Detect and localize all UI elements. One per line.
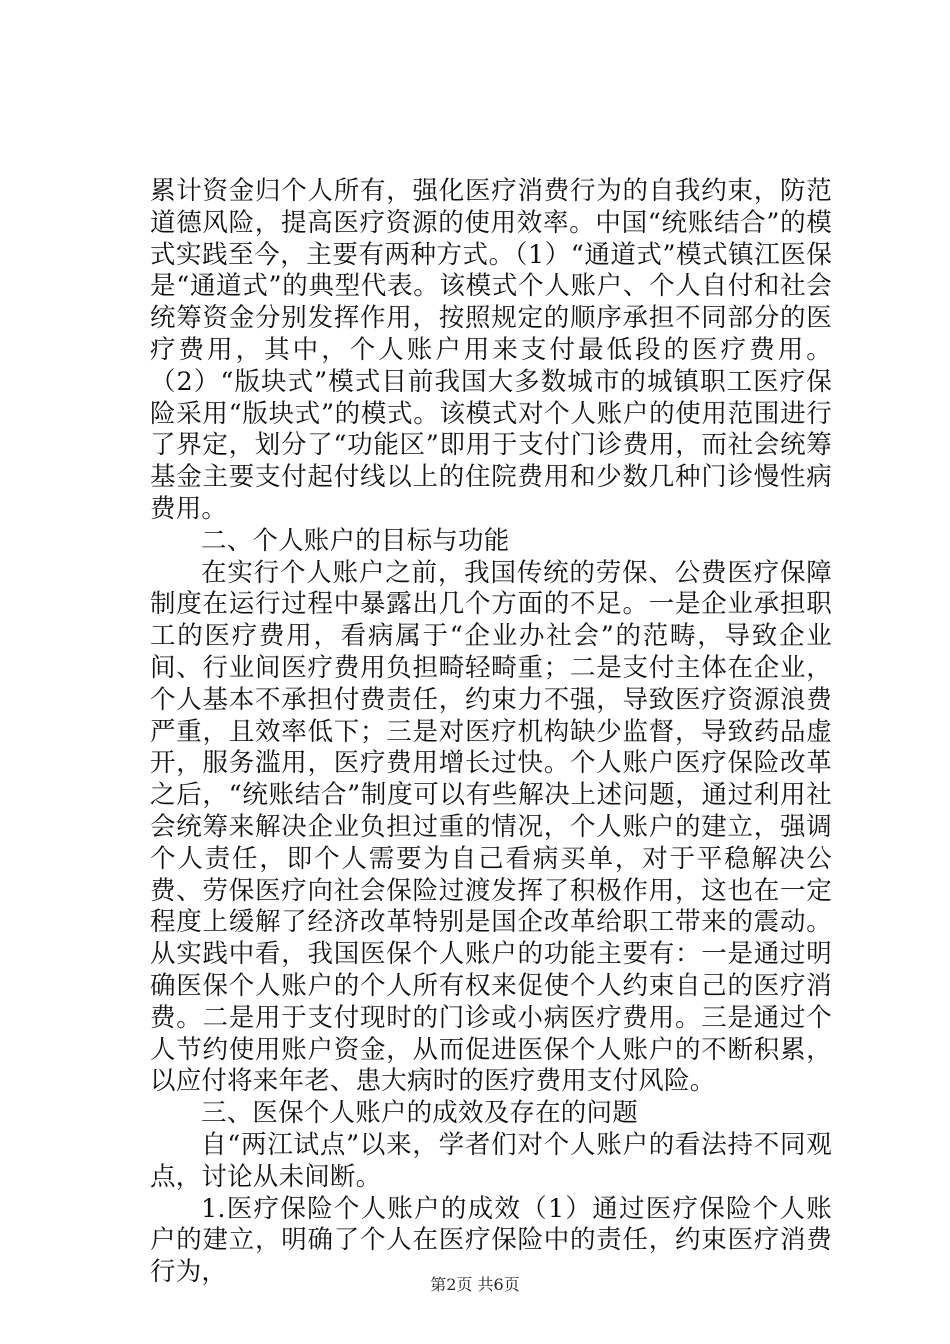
- section-heading-2: 二、个人账户的目标与功能: [201, 525, 510, 556]
- document-body: [150, 176, 832, 1289]
- paragraph-continuation: 累计资金归个人所有，强化医疗消费行为的自我约束，防范道德风险，提高医疗资源的使用效率。中国“统账结合”的模式实践至今，主要有两种方式。（1）“通道式”模式镇江医保是“通道式”的典型代表。该模式个人账户、个人自付和社会统筹资金分别发挥作用，按照规定的顺序承担不同部分的医疗费用，其中，个人账户用来支付最低段的医疗费用。（2）“版块式”模式目前我国大多数城市的城镇职工医疗保险采用“版块式”的模式。该模式对个人账户的使用范围进行了界定，划分了“功能区”即用于支付门诊费用，而社会统筹基金主要支付起付线以上的住院费用和少数几种门诊慢性病费用。: [150, 176, 832, 524]
- paragraph-goals-functions: 在实行个人账户之前，我国传统的劳保、公费医疗保障制度在运行过程中暴露出几个方面的不足。一是企业承担职工的医疗费用，看病属于“企业办社会”的范畴，导致企业间、行业间医疗费用负担畸轻畸重；二是支付主体在企业，个人基本不承担付费责任，约束力不强，导致医疗资源浪费严重，且效率低下；三是对医疗机构缺少监督，导致药品虚开，服务滥用，医疗费用增长过快。个人账户医疗保险改革之后，“统账结合”制度可以有些解决上述问题，通过利用社会统筹来解决企业负担过重的情况，个人账户的建立，强调个人责任，即个人需要为自己看病买单，对于平稳解决公费、劳保医疗向社会保险过渡发挥了积极作用，这也在一定程度上缓解了经济改革特别是国企改革给职工带来的震动。从实践中看，我国医保个人账户的功能主要有：一是通过明确医保个人账户的个人所有权来促使个人约束自己的医疗消费。二是用于支付现时的门诊或小病医疗费用。三是通过个人节约使用账户资金，从而促进医保个人账户的不断积累，以应付将来年老、患大病时的医疗费用支付风险。: [150, 557, 832, 1097]
- section-heading-3: 三、医保个人账户的成效及存在的问题: [201, 1098, 638, 1129]
- paragraph-debate: 自“两江试点”以来，学者们对个人账户的看法持不同观点，讨论从未间断。: [150, 1129, 832, 1192]
- paragraph-effects: 1.医疗保险个人账户的成效（1）通过医疗保险个人账户的建立，明确了个人在医疗保险中的责任，约束医疗消费行为，: [150, 1193, 832, 1288]
- page-number-footer: 第2页 共6页: [430, 1275, 520, 1294]
